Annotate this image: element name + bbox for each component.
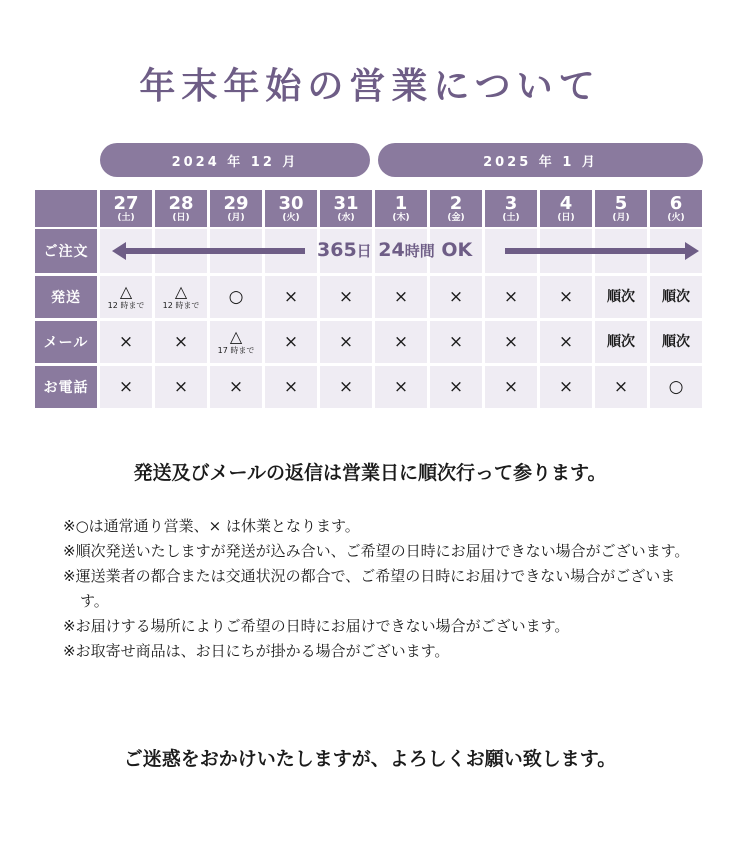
month-header-dec-2024: 2024 年 12 月 — [100, 143, 370, 177]
status-cell — [540, 276, 592, 318]
status-cell — [485, 276, 537, 318]
status-cell — [210, 276, 262, 318]
status-cell — [265, 321, 317, 363]
cross-icon: × — [118, 376, 134, 397]
row-label-shipping: 発送 — [35, 276, 97, 318]
notes-list — [63, 514, 703, 664]
status-cell — [100, 321, 152, 363]
cross-icon: × — [448, 331, 464, 352]
status-cell — [540, 321, 592, 363]
cross-icon: × — [393, 331, 409, 352]
status-cell — [375, 321, 427, 363]
header-corner — [35, 190, 97, 227]
status-cell: △ 12 時まで — [155, 276, 207, 318]
cross-icon: × — [173, 376, 189, 397]
day-header: 27 (土) — [100, 190, 152, 227]
day-header: 6 (火) — [650, 190, 702, 227]
month-header-jan-2025: 2025 年 1 月 — [378, 143, 703, 177]
table-row-order — [35, 229, 705, 273]
cross-icon: × — [338, 376, 354, 397]
cross-icon: × — [448, 376, 464, 397]
cross-icon: × — [558, 376, 574, 397]
status-cell — [320, 276, 372, 318]
table-header-row — [35, 190, 705, 227]
row-label-phone: お電話 — [35, 366, 97, 408]
lead-message: 発送及びメールの返信は営業日に順次行って参ります。 — [133, 462, 607, 484]
cross-icon: × — [393, 286, 409, 307]
status-cell — [375, 366, 427, 408]
status-cell — [595, 366, 647, 408]
status-cell — [320, 366, 372, 408]
status-cell: 順次 — [650, 276, 702, 318]
status-cell — [540, 366, 592, 408]
day-header: 28 (日) — [155, 190, 207, 227]
cross-icon: × — [393, 376, 409, 397]
note-item: ※お取寄せ商品は、お日にちが掛かる場合がございます。 — [63, 642, 450, 660]
day-header: 3 (土) — [485, 190, 537, 227]
day-header: 31 (水) — [320, 190, 372, 227]
triangle-icon: △ — [174, 282, 188, 301]
note-item: ※順次発送いたしますが発送が込み合い、ご希望の日時にお届けできない場合がございます。 — [63, 542, 690, 560]
note-item: ※お届けする場所によりご希望の日時にお届けできない場合がございます。 — [63, 617, 570, 635]
circle-icon: ○ — [228, 286, 244, 307]
cross-icon: × — [558, 331, 574, 352]
status-cell — [375, 276, 427, 318]
cross-icon: × — [338, 286, 354, 307]
status-cell: △ 17 時まで — [210, 321, 262, 363]
cross-icon: × — [338, 331, 354, 352]
cross-icon: × — [283, 286, 299, 307]
day-header: 1 (木) — [375, 190, 427, 227]
status-cell — [100, 366, 152, 408]
status-cell — [485, 366, 537, 408]
circle-icon: ○ — [668, 376, 684, 397]
schedule-table — [35, 190, 705, 411]
status-cell: 順次 — [595, 276, 647, 318]
status-cell — [320, 321, 372, 363]
cross-icon: × — [283, 376, 299, 397]
triangle-icon: △ — [119, 282, 133, 301]
day-header: 30 (火) — [265, 190, 317, 227]
status-cell — [430, 276, 482, 318]
cross-icon: × — [283, 331, 299, 352]
status-cell — [210, 366, 262, 408]
cross-icon: × — [558, 286, 574, 307]
cross-icon: × — [118, 331, 134, 352]
day-header: 2 (金) — [430, 190, 482, 227]
cross-icon: × — [173, 331, 189, 352]
cross-icon: × — [448, 286, 464, 307]
table-row-mail — [35, 321, 705, 363]
status-cell — [430, 321, 482, 363]
status-cell — [155, 366, 207, 408]
row-label-mail: メール — [35, 321, 97, 363]
status-cell — [430, 366, 482, 408]
page-title: 年末年始の営業について — [139, 66, 601, 107]
day-header: 4 (日) — [540, 190, 592, 227]
status-cell — [650, 366, 702, 408]
cross-icon: × — [503, 331, 519, 352]
status-cell — [265, 276, 317, 318]
cross-icon: × — [613, 376, 629, 397]
status-cell — [265, 366, 317, 408]
order-banner-text: 365日 24時間 OK — [317, 239, 473, 261]
status-cell — [485, 321, 537, 363]
table-row-shipping — [35, 276, 705, 318]
status-cell — [155, 321, 207, 363]
day-header: 29 (月) — [210, 190, 262, 227]
day-header: 5 (月) — [595, 190, 647, 227]
cross-icon: × — [503, 286, 519, 307]
status-cell: △ 12 時まで — [100, 276, 152, 318]
row-label-order: ご注文 — [35, 229, 97, 273]
note-item: ※運送業者の都合または交通状況の都合で、ご希望の日時にお届けできない場合がございます。 — [63, 567, 676, 610]
cross-icon: × — [503, 376, 519, 397]
cross-icon: × — [228, 376, 244, 397]
triangle-icon: △ — [229, 327, 243, 346]
closing-message: ご迷惑をおかけいたしますが、よろしくお願い致します。 — [123, 748, 617, 770]
note-item: ※○は通常通り営業、× は休業となります。 — [63, 517, 360, 535]
status-cell: 順次 — [595, 321, 647, 363]
table-row-phone — [35, 366, 705, 408]
status-cell: 順次 — [650, 321, 702, 363]
